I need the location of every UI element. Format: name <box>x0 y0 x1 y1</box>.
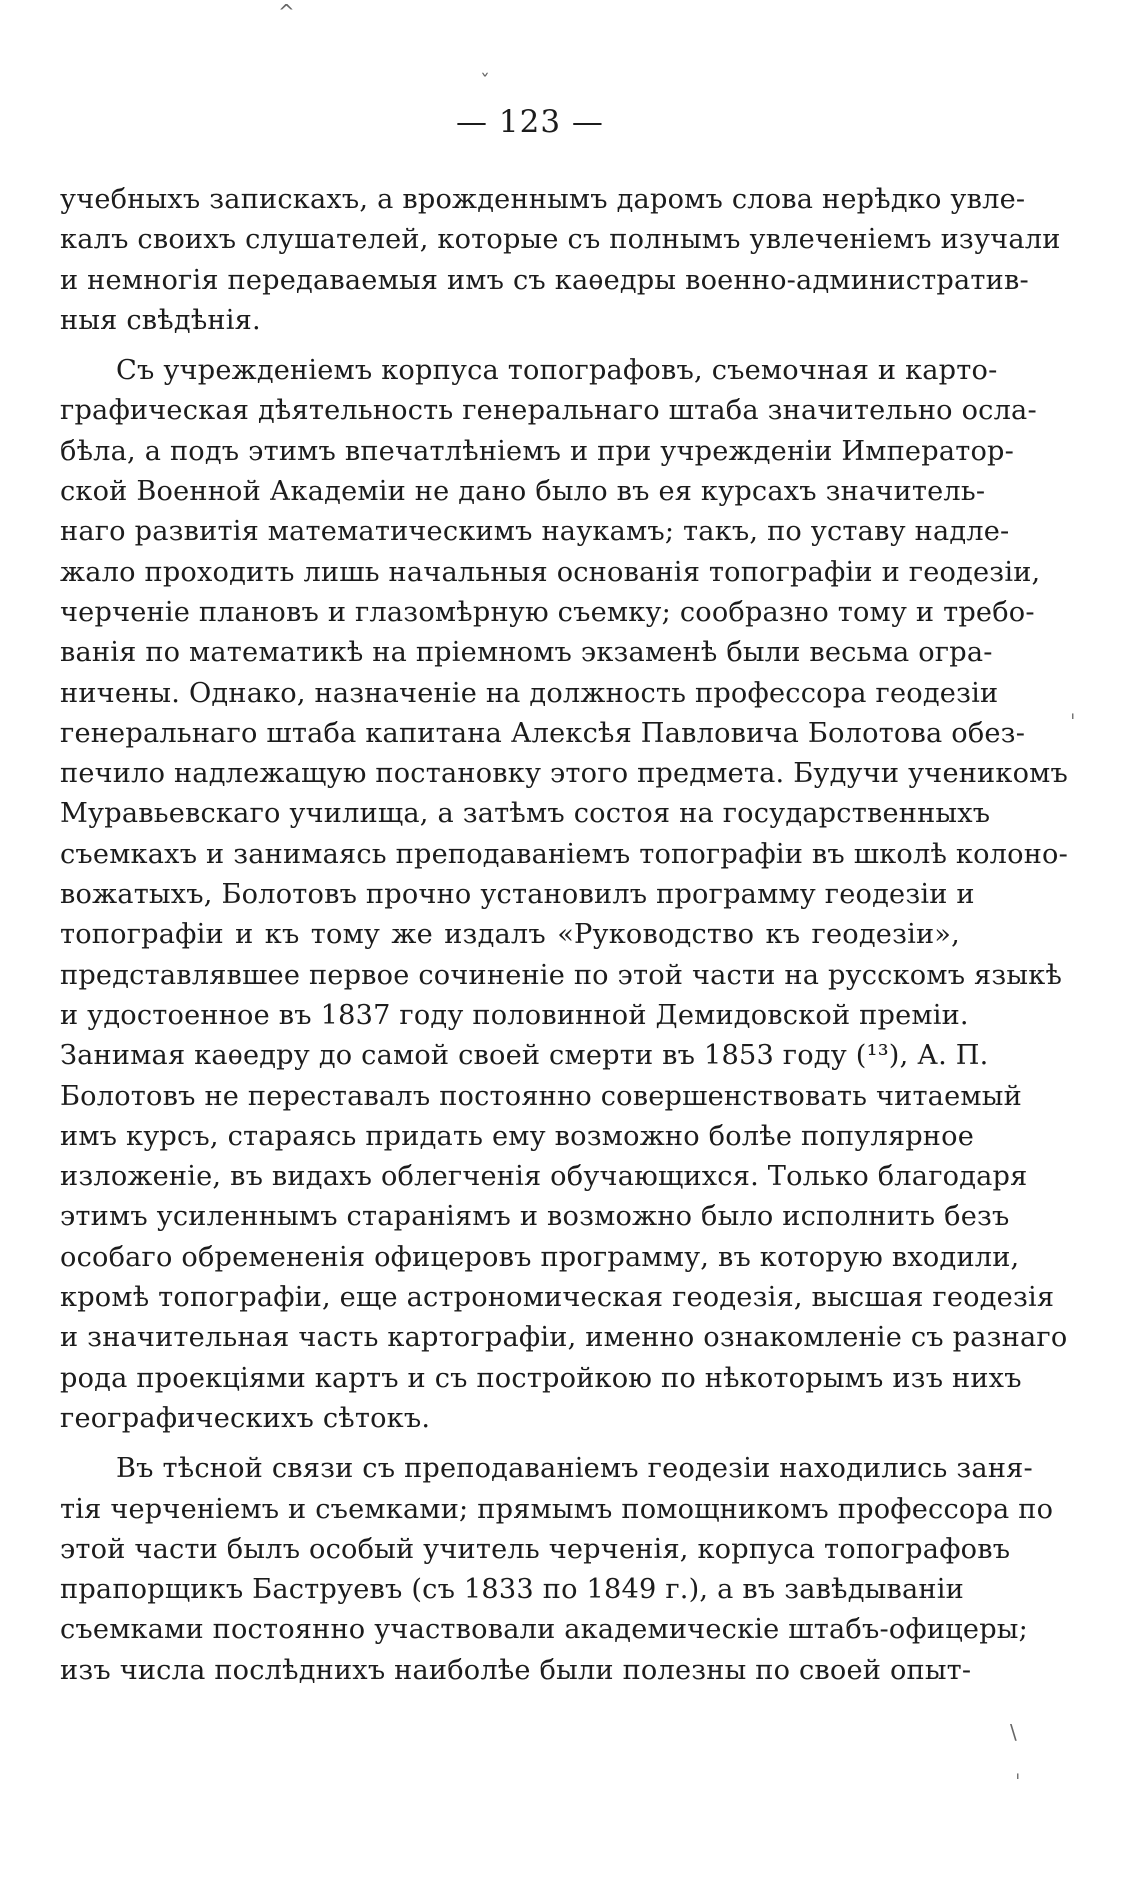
text-line: графическая дѣятельность генеральнаго штаба значительно осла- <box>60 395 1037 427</box>
text-line: кромѣ топографіи, еще астрономическая геодезія, высшая геодезія <box>60 1282 1055 1314</box>
text-line: и удостоенное въ 1837 году половинной Демидовской преміи. <box>60 999 969 1031</box>
text-line: этимъ усиленнымъ стараніямъ и возможно было исполнить безъ <box>60 1201 1010 1233</box>
paragraph-3 <box>60 1449 1054 1691</box>
scan-mark: \ <box>1010 1720 1017 1744</box>
scan-mark: ˈ <box>1015 1770 1021 1794</box>
text-line: топографіи и къ тому же издалъ «Руководство къ геодезіи», <box>60 919 960 951</box>
text-line: тія черченіемъ и съемками; прямымъ помощникомъ профессора по <box>60 1493 1054 1525</box>
text-line: ничены. Однако, назначеніе на должность профессора геодезіи <box>60 677 999 709</box>
text-line: ской Военной Академіи не дано было въ ея курсахъ значитель- <box>60 476 986 508</box>
text-line: прапорщикъ Баструевъ (съ 1833 по 1849 г.), а въ завѣдываніи <box>60 1574 964 1606</box>
text-line: бѣла, а подъ этимъ впечатлѣніемъ и при учрежденіи Император- <box>60 435 1015 467</box>
text-line: генеральнаго штаба капитана Алексѣя Павловича Болотова обез- <box>60 717 1026 749</box>
scan-mark: ^ <box>278 0 295 24</box>
paragraph-2 <box>60 351 1068 1439</box>
text-line: черченіе плановъ и глазомѣрную съемку; сообразно тому и требо- <box>60 596 1035 628</box>
text-line: вожатыхъ, Болотовъ прочно установилъ программу геодезіи и <box>60 879 975 911</box>
text-line: Занимая каѳедру до самой своей смерти въ 1853 году (¹³), А. П. <box>60 1040 989 1072</box>
text-line: и значительная часть картографіи, именно ознакомленіе съ разнаго <box>60 1322 1068 1354</box>
text-line: изложеніе, въ видахъ облегченія обучающихся. Только благодаря <box>60 1161 1028 1193</box>
text-line: Болотовъ не переставалъ постоянно совершенствовать читаемый <box>60 1080 1022 1112</box>
body-text <box>60 180 1068 1691</box>
text-line: съемкахъ и занимаясь преподаваніемъ топографіи въ школѣ колоно- <box>60 838 1068 870</box>
text-line: ванія по математикѣ на пріемномъ экзаменѣ были весьма огра- <box>60 637 993 669</box>
text-line: учебныхъ запискахъ, а врожденнымъ даромъ слова нерѣдко увле- <box>60 184 1026 215</box>
text-line: географическихъ сѣтокъ. <box>60 1402 431 1434</box>
paragraph-1 <box>60 180 1061 341</box>
text-line: съемками постоянно участвовали академическіе штабъ-офицеры; <box>60 1614 1029 1646</box>
text-line: жало проходить лишь начальныя основанія топографіи и геодезіи, <box>60 556 1041 588</box>
text-line: Съ учрежденіемъ корпуса топографовъ, съемочная и карто- <box>116 355 998 387</box>
text-line: рода проекціями картъ и съ постройкою по нѣкоторымъ изъ нихъ <box>60 1362 1022 1394</box>
text-line: особаго обремененія офицеровъ программу, въ которую входили, <box>60 1241 1020 1273</box>
scan-mark: ˇ <box>480 70 490 94</box>
text-line: и немногія передаваемыя имъ съ каѳедры военно-административ- <box>60 264 1029 296</box>
text-line: этой части былъ особый учитель черченія, корпуса топографовъ <box>60 1533 1011 1565</box>
text-line: Муравьевскаго училища, а затѣмъ состоя на государственныхъ <box>60 798 991 830</box>
page-number: — 123 — <box>456 104 604 140</box>
text-line: Въ тѣсной связи съ преподаваніемъ геодезіи находились заня- <box>116 1453 1033 1485</box>
text-line: печило надлежащую постановку этого предмета. Будучи ученикомъ <box>60 758 1068 790</box>
text-line: ныя свѣдѣнія. <box>60 304 261 336</box>
scan-mark: ˈ <box>1070 710 1076 734</box>
text-line: изъ числа послѣднихъ наиболѣе были полезны по своей опыт- <box>60 1654 972 1686</box>
text-line: имъ курсъ, стараясь придать ему возможно болѣе популярное <box>60 1120 974 1152</box>
text-line: представлявшее первое сочиненіе по этой части на русскомъ языкѣ <box>60 959 1063 991</box>
text-line: наго развитія математическимъ наукамъ; такъ, по уставу надле- <box>60 516 1010 548</box>
text-line: калъ своихъ слушателей, которые съ полнымъ увлеченіемъ изучали <box>60 224 1061 256</box>
